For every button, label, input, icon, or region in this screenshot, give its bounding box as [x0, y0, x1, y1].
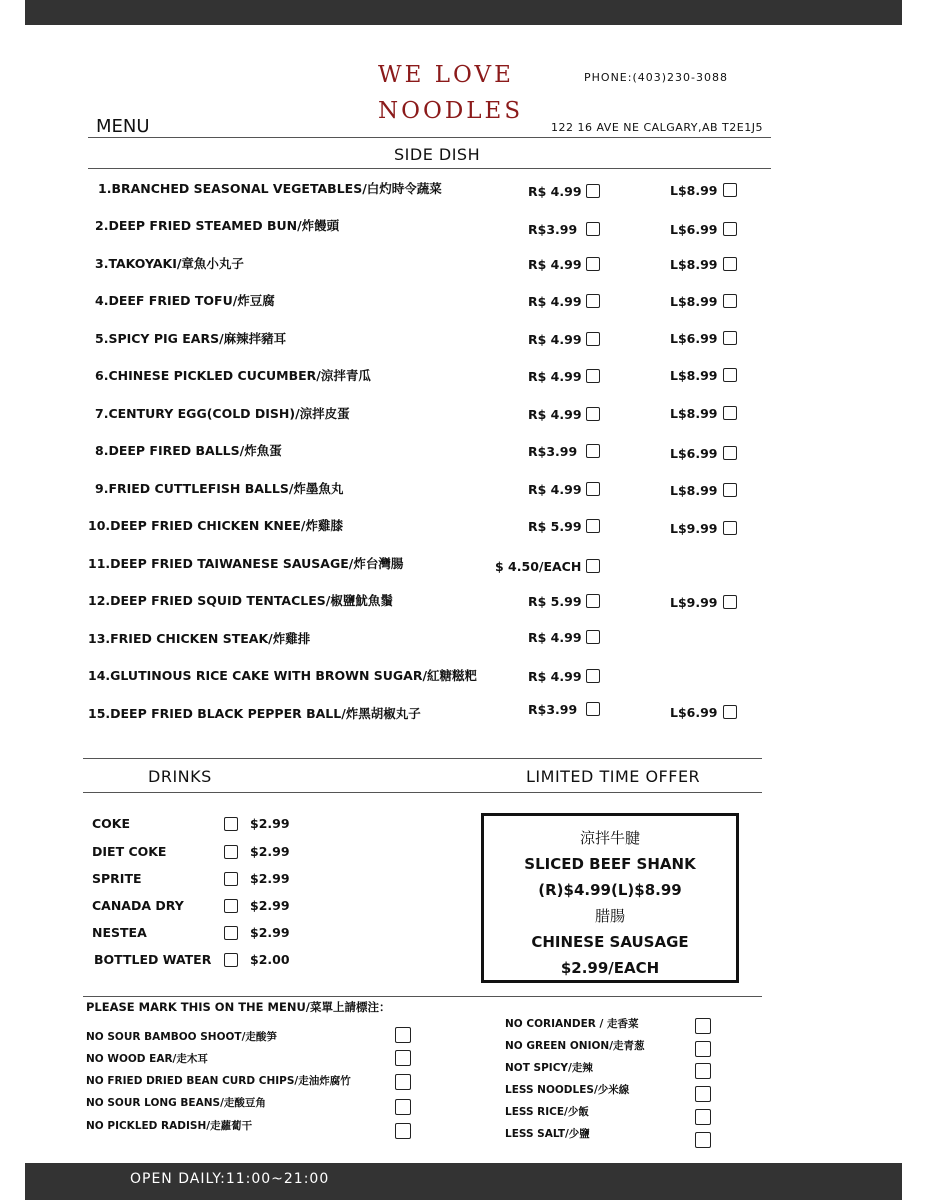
regular-price: R$ 4.99 — [528, 369, 582, 384]
large-price: L$8.99 — [670, 294, 718, 309]
large-checkbox[interactable] — [723, 446, 737, 460]
regular-price: R$ 5.99 — [528, 594, 582, 609]
regular-checkbox[interactable] — [586, 332, 600, 346]
note-checkbox[interactable] — [695, 1086, 711, 1102]
drink-checkbox[interactable] — [224, 926, 238, 940]
side-dish-item — [88, 441, 927, 461]
note-option: NO SOUR LONG BEANS/走酸豆角 — [86, 1097, 266, 1109]
large-checkbox[interactable] — [723, 406, 737, 420]
side-dish-item — [88, 254, 927, 274]
drink-price: $2.99 — [250, 898, 290, 913]
brand-line-1: WE LOVE — [378, 62, 514, 88]
offer-line-6: $2.99/EACH — [560, 959, 660, 977]
note-option: NO PICKLED RADISH/走蘿蔔干 — [86, 1120, 253, 1132]
note-checkbox[interactable] — [395, 1123, 411, 1139]
large-price: L$6.99 — [670, 705, 718, 720]
drink-name: NESTEA — [92, 925, 147, 940]
large-price: L$8.99 — [670, 368, 718, 383]
large-checkbox[interactable] — [723, 595, 737, 609]
side-dish-item — [88, 554, 927, 574]
side-dish-name: 6.CHINESE PICKLED CUCUMBER/涼拌青瓜 — [95, 368, 371, 383]
regular-checkbox[interactable] — [586, 559, 600, 573]
note-option: LESS RICE/少飯 — [505, 1106, 589, 1118]
note-checkbox[interactable] — [395, 1099, 411, 1115]
regular-checkbox[interactable] — [586, 257, 600, 271]
offer-line-1: 涼拌牛腱 — [579, 829, 640, 847]
side-dish-name: 10.DEEP FRIED CHICKEN KNEE/炸雞膝 — [88, 518, 343, 533]
notes-heading: PLEASE MARK THIS ON THE MENU/菜單上請標注： — [86, 1000, 391, 1014]
side-dish-name: 11.DEEP FRIED TAIWANESE SAUSAGE/炸台灣腸 — [88, 556, 404, 571]
regular-checkbox[interactable] — [586, 669, 600, 683]
side-dish-divider — [88, 168, 771, 169]
side-dish-item — [88, 179, 927, 199]
drink-checkbox[interactable] — [224, 953, 238, 967]
regular-price: R$3.99 — [528, 444, 578, 459]
regular-price: R$ 4.99 — [528, 630, 582, 645]
regular-checkbox[interactable] — [586, 630, 600, 644]
opening-hours: OPEN DAILY:11:00~21:00 — [130, 1171, 330, 1187]
large-price: L$8.99 — [670, 183, 718, 198]
side-dish-name: 14.GLUTINOUS RICE CAKE WITH BROWN SUGAR/紅糖糍粑 — [88, 668, 478, 683]
offer-line-5: CHINESE SAUSAGE — [531, 933, 689, 951]
regular-price: R$3.99 — [528, 702, 578, 717]
side-dish-name: 4.DEEF FRIED TOFU/炸豆腐 — [95, 293, 275, 308]
side-dish-item — [88, 591, 927, 611]
regular-price: R$3.99 — [528, 222, 578, 237]
large-price: L$8.99 — [670, 483, 718, 498]
drink-item — [92, 952, 332, 972]
side-dish-item — [88, 704, 927, 724]
top-bar — [25, 0, 902, 25]
side-dish-name: 1.BRANCHED SEASONAL VEGETABLES/白灼時令蔬菜 — [98, 181, 442, 196]
side-dish-item — [88, 329, 927, 349]
note-option: LESS NOODLES/少米線 — [505, 1084, 630, 1096]
side-dish-item — [88, 479, 927, 499]
side-dish-name: 15.DEEP FRIED BLACK PEPPER BALL/炸黑胡椒丸子 — [88, 706, 421, 721]
drink-item — [92, 925, 332, 945]
regular-checkbox[interactable] — [586, 222, 600, 236]
offer-line-4: 腊腸 — [594, 907, 625, 925]
large-checkbox[interactable] — [723, 294, 737, 308]
large-checkbox[interactable] — [723, 368, 737, 382]
regular-price: R$ 4.99 — [528, 332, 582, 347]
large-checkbox[interactable] — [723, 183, 737, 197]
drink-name: BOTTLED WATER — [94, 952, 212, 967]
note-option: LESS SALT/少鹽 — [505, 1128, 590, 1140]
large-checkbox[interactable] — [723, 521, 737, 535]
regular-price: $ 4.50/EACH — [495, 559, 582, 574]
side-dish-name: 7.CENTURY EGG(COLD DISH)/涼拌皮蛋 — [95, 406, 350, 421]
regular-checkbox[interactable] — [586, 702, 600, 716]
address: 122 16 AVE NE CALGARY,AB T2E1J5 — [551, 121, 763, 134]
large-price: L$6.99 — [670, 222, 718, 237]
regular-price: R$ 4.99 — [528, 669, 582, 684]
large-price: L$8.99 — [670, 406, 718, 421]
large-checkbox[interactable] — [723, 705, 737, 719]
regular-checkbox[interactable] — [586, 369, 600, 383]
large-price: L$8.99 — [670, 257, 718, 272]
drink-checkbox[interactable] — [224, 845, 238, 859]
large-checkbox[interactable] — [723, 331, 737, 345]
drink-checkbox[interactable] — [224, 899, 238, 913]
side-dish-name: 2.DEEP FRIED STEAMED BUN/炸饅頭 — [95, 218, 340, 233]
note-checkbox[interactable] — [395, 1074, 411, 1090]
drinks-title: DRINKS — [148, 767, 212, 786]
phone-number: PHONE:(403)230-3088 — [584, 71, 728, 84]
large-checkbox[interactable] — [723, 257, 737, 271]
drink-item — [92, 816, 332, 836]
side-dish-name: 3.TAKOYAKI/章魚小丸子 — [95, 256, 244, 271]
drink-checkbox[interactable] — [224, 817, 238, 831]
regular-checkbox[interactable] — [586, 444, 600, 458]
large-price: L$9.99 — [670, 521, 718, 536]
note-checkbox[interactable] — [695, 1018, 711, 1034]
note-option: NO CORIANDER / 走香菜 — [505, 1018, 639, 1030]
note-option: NO GREEN ONION/走青葱 — [505, 1040, 645, 1052]
drink-price: $2.99 — [250, 844, 290, 859]
side-dish-name: 8.DEEP FIRED BALLS/炸魚蛋 — [95, 443, 282, 458]
regular-price: R$ 4.99 — [528, 294, 582, 309]
note-checkbox[interactable] — [395, 1027, 411, 1043]
side-dish-item — [88, 291, 927, 311]
drink-item — [92, 844, 332, 864]
note-checkbox[interactable] — [395, 1050, 411, 1066]
note-checkbox[interactable] — [695, 1041, 711, 1057]
regular-price: R$ 5.99 — [528, 519, 582, 534]
note-checkbox[interactable] — [695, 1063, 711, 1079]
offer-line-2: SLICED BEEF SHANK — [524, 855, 696, 873]
large-checkbox[interactable] — [723, 483, 737, 497]
drinks-top-divider — [83, 758, 762, 759]
side-dish-item — [88, 216, 927, 236]
side-dish-name: 13.FRIED CHICKEN STEAK/炸雞排 — [88, 631, 311, 646]
side-dish-name: 5.SPICY PIG EARS/麻辣拌豬耳 — [95, 331, 287, 346]
side-dish-name: 12.DEEP FRIED SQUID TENTACLES/椒鹽魷魚鬚 — [88, 593, 393, 608]
side-dish-item — [88, 366, 927, 386]
side-dish-item — [88, 629, 927, 649]
regular-price: R$ 4.99 — [528, 257, 582, 272]
side-dish-name: 9.FRIED CUTTLEFISH BALLS/炸墨魚丸 — [95, 481, 344, 496]
regular-checkbox[interactable] — [586, 482, 600, 496]
limited-offer-title: LIMITED TIME OFFER — [526, 767, 701, 786]
note-checkbox[interactable] — [695, 1109, 711, 1125]
side-dish-title: SIDE DISH — [394, 145, 481, 164]
large-price: L$6.99 — [670, 331, 718, 346]
large-price: L$6.99 — [670, 446, 718, 461]
note-option: NO WOOD EAR/走木耳 — [86, 1053, 208, 1065]
offer-line-3: (R)$4.99(L)$8.99 — [538, 881, 682, 899]
large-checkbox[interactable] — [723, 222, 737, 236]
regular-checkbox[interactable] — [586, 407, 600, 421]
drink-item — [92, 871, 332, 891]
brand-line-2: NOODLES — [378, 98, 524, 124]
note-option: NOT SPICY/走辣 — [505, 1062, 593, 1074]
drink-name: COKE — [92, 816, 131, 831]
menu-title: MENU — [96, 116, 150, 137]
regular-checkbox[interactable] — [586, 594, 600, 608]
note-option: NO SOUR BAMBOO SHOOT/走酸笋 — [86, 1031, 277, 1043]
regular-price: R$ 4.99 — [528, 482, 582, 497]
drink-checkbox[interactable] — [224, 872, 238, 886]
side-dish-item — [88, 516, 927, 536]
drink-price: $2.99 — [250, 925, 290, 940]
regular-price: R$ 4.99 — [528, 407, 582, 422]
drink-name: SPRITE — [92, 871, 142, 886]
note-option: NO FRIED DRIED BEAN CURD CHIPS/走油炸腐竹 — [86, 1075, 351, 1087]
large-price: L$9.99 — [670, 595, 718, 610]
drink-price: $2.99 — [250, 871, 290, 886]
regular-checkbox[interactable] — [586, 184, 600, 198]
drink-price: $2.99 — [250, 816, 290, 831]
drink-name: CANADA DRY — [92, 898, 184, 913]
notes-divider — [83, 996, 762, 997]
regular-checkbox[interactable] — [586, 519, 600, 533]
drink-name: DIET COKE — [92, 844, 167, 859]
regular-checkbox[interactable] — [586, 294, 600, 308]
drink-price: $2.00 — [250, 952, 290, 967]
side-dish-item — [88, 404, 927, 424]
drinks-bottom-divider — [83, 792, 762, 793]
side-dish-item — [88, 666, 927, 686]
limited-offer-box — [481, 813, 739, 983]
regular-price: R$ 4.99 — [528, 184, 582, 199]
drink-item — [92, 898, 332, 918]
note-checkbox[interactable] — [695, 1132, 711, 1148]
header-divider — [88, 137, 771, 138]
